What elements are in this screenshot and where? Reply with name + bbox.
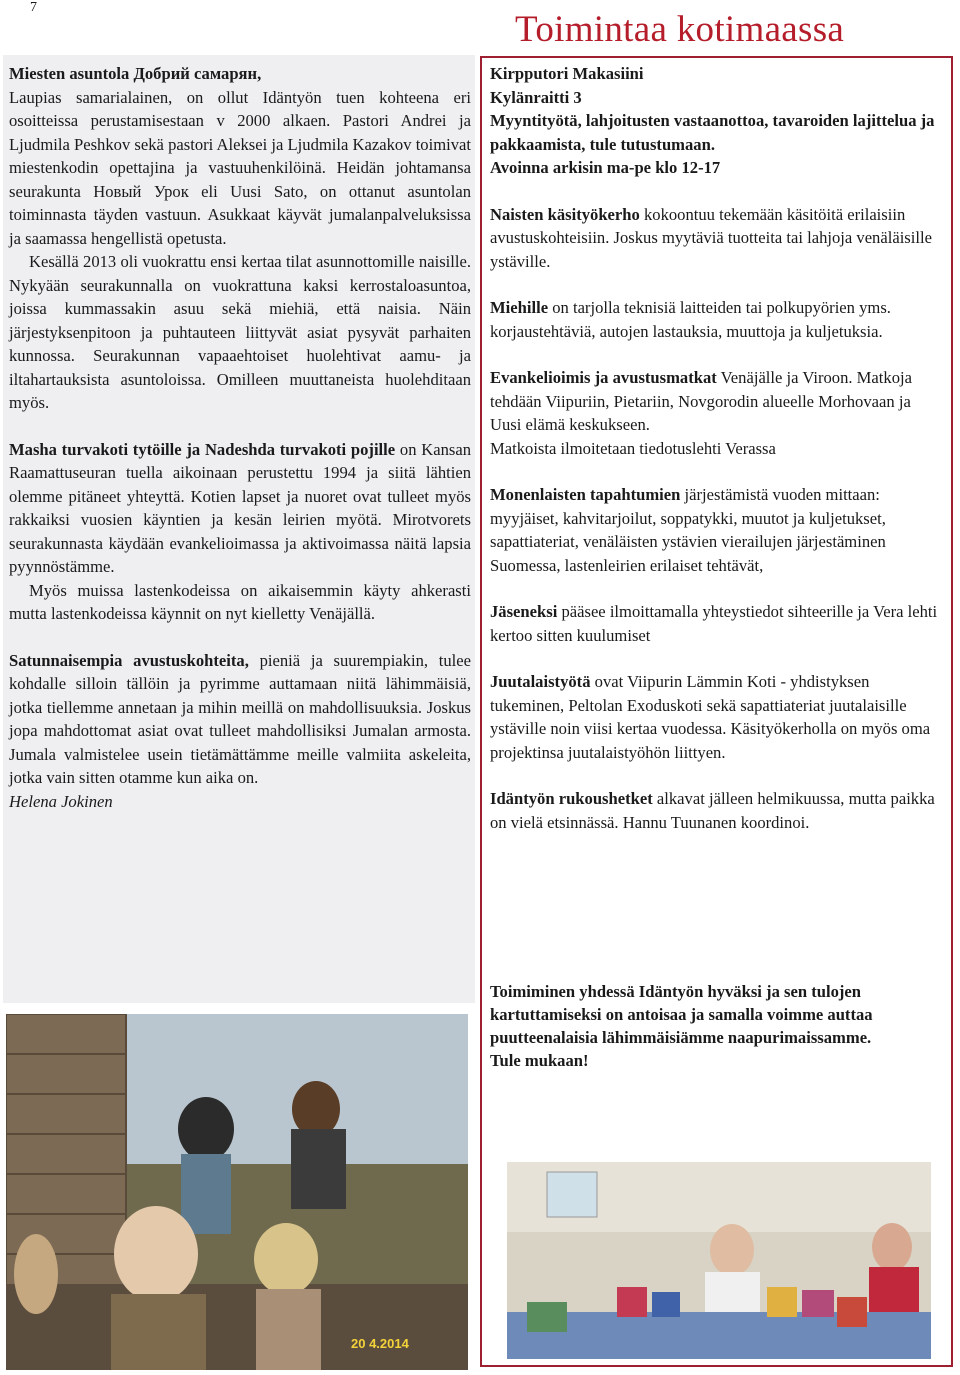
- shelter-paragraph: Miesten asuntola Добрий самарян, Laupias samarialainen, on ollut Idäntyön tuen kohteena eri osoitteissa perustamisestaan v 2000 alkaen. Pastori Andrei ja Ljudmila Peshkov sekä pastori Aleksei ja Ljudmila Kazakov toimivat miestenkodin opettajina ja vastuuhenkilöinä. Heidän johtamansa seurakunta Новый Урок eli Uusi Sato, on ottanut asuntolan toiminnasta täyden vastuun. Asukkaat käyvät jumalanpalveluksissa ja saamassa hengellistä opetusta.: [9, 64, 471, 248]
- photo-timestamp: 20 4.2014: [351, 1336, 409, 1351]
- signature: Helena Jokinen: [9, 791, 113, 811]
- occasional-title: Satunnaisempia avustuskohteita,: [9, 650, 249, 670]
- flea-market-block: Kirpputori Makasiini Kylänraitti 3 Myyntityötä, lahjoitusten vastaanottoa, tavaroiden lajittelua ja pakkaamista, tule tutustumaan. Avoinna arkisin ma-pe klo 12-17: [490, 64, 935, 177]
- housing-paragraph: Kesällä 2013 oli vuokrattu ensi kertaa tilat asunnottomille naisille. Nykyään seurakunnalla on vuokrattuna kaksi kerrostaloasuntoa, joissa kummassakin asuu sekä miehiä, että naisia. Näin järjestyksenpitoon ja puhtauteen liittyvät asiat pysyvät parhaiten kunnossa. Seurakunnan vapaaehtoiset huolehtivat aamu- ja iltahartauksista asuntoloissa. Omilleen muuttaneista huolehditaan myös.: [9, 252, 471, 412]
- children-photo: [6, 1014, 468, 1370]
- safehome-title: Masha turvakoti tytöille ja Nadeshda turvakoti pojille: [9, 439, 396, 459]
- safehome-paragraph: Masha turvakoti tytöille ja Nadeshda turvakoti pojille on Kansan Raamattuseuran tuella aikoinaan perustettu 1994 ja siitä lähtien olemme pitäneet yhteyttä. Kotien lapset ja nuoret ovat tulleet myös rakkaiksi vuosien käyntien ja kesän leirien myötä. Mirotvorets seurakunnasta käydään evankelioimassa ja aktivoimassa näitä lapsia pyynnöstämme.: [9, 439, 471, 576]
- section-title: Toimintaa kotimaassa: [515, 9, 845, 50]
- left-column: [9, 62, 471, 813]
- crafts-club-photo: [507, 1162, 931, 1359]
- closing-statement: Toimiminen yhdessä Idäntyön hyväksi ja sen tulojen kartuttamiseksi on antoisaa ja samalla voimme auttaa puutteenalaisia lähimmäisiämme naapurimaissamme. Tule mukaan!: [490, 980, 945, 1072]
- orphanage-paragraph: Myös muissa lastenkodeissa on aikaisemmin käyty ahkerasti mutta lastenkodeissa käynnit on nyt kielletty Venäjällä.: [9, 580, 471, 623]
- events: Monenlaisten tapahtumien järjestämistä vuoden mittaan: myyjäiset, kahvitarjoilut, soppatykki, muutot ja kuljetukset, sapattiateriat, venäläisten ystävien vierailujen järjestäminen Suomessa, lastenleirien erilaiset tehtävät,: [490, 485, 886, 575]
- membership: Jäseneksi pääsee ilmoittamalla yhteystiedot sihteerille ja Vera lehti kertoo sitten kuulumiset: [490, 602, 938, 645]
- crafts-club: Naisten käsityökerho kokoontuu tekemään käsitöitä erilaisiin avustuskohteisiin. Joskus myytäviä tuotteita tai lahjoja venäläisille ystäville.: [490, 204, 932, 271]
- call-to-action: Tule mukaan!: [490, 1051, 589, 1070]
- occasional-paragraph: Satunnaisempia avustuskohteita, pieniä ja suurempiakin, tulee kohdalle silloin tällöin ja pyrimme auttamaan niitä lähimmäisiä, jotka tiellemme annetaan ja mihin meillä on mahdollisuuksia. Joskus jopa mahdottomat asiat ovat tulleet mahdollisiksi Jumalan armosta. Jumala valmistelee usein tietämättämme meille valmiita askeleita, jotka vain sitten otamme kun aika on.: [9, 650, 471, 787]
- mens-work: Miehille on tarjolla teknisiä laitteiden tai polkupyörien yms. korjaustehtäviä, autojen lastauksia, muuttoja ja kuljetuksia.: [490, 298, 891, 341]
- page-number: 7: [30, 0, 37, 15]
- shelter-title: Miesten asuntola Добрий самарян,: [9, 64, 262, 83]
- mission-trips: Evankelioimis ja avustusmatkat Venäjälle ja Viroon. Matkoja tehdään Viipuriin, Pietariin, Novgorodin alueelle Morhovaan ja Uusi elämä keskukseen. Matkoista ilmoitetaan tiedotuslehti Verassa: [490, 368, 912, 458]
- prayer-meetings: Idäntyön rukoushetket alkavat jälleen helmikuussa, mutta paikka on vielä etsinnässä. Hannu Tuunanen koordinoi.: [490, 789, 935, 832]
- jewish-work: Juutalaistyötä ovat Viipurin Lämmin Koti - yhdistyksen tukeminen, Peltolan Exoduskoti sekä sapattiateriat juutalaisille ystäville noin viisi kertaa vuodessa. Käsityökerholla on myös oma projektinsa juutalaistyöhön liittyen.: [490, 672, 931, 762]
- right-column: [490, 62, 945, 834]
